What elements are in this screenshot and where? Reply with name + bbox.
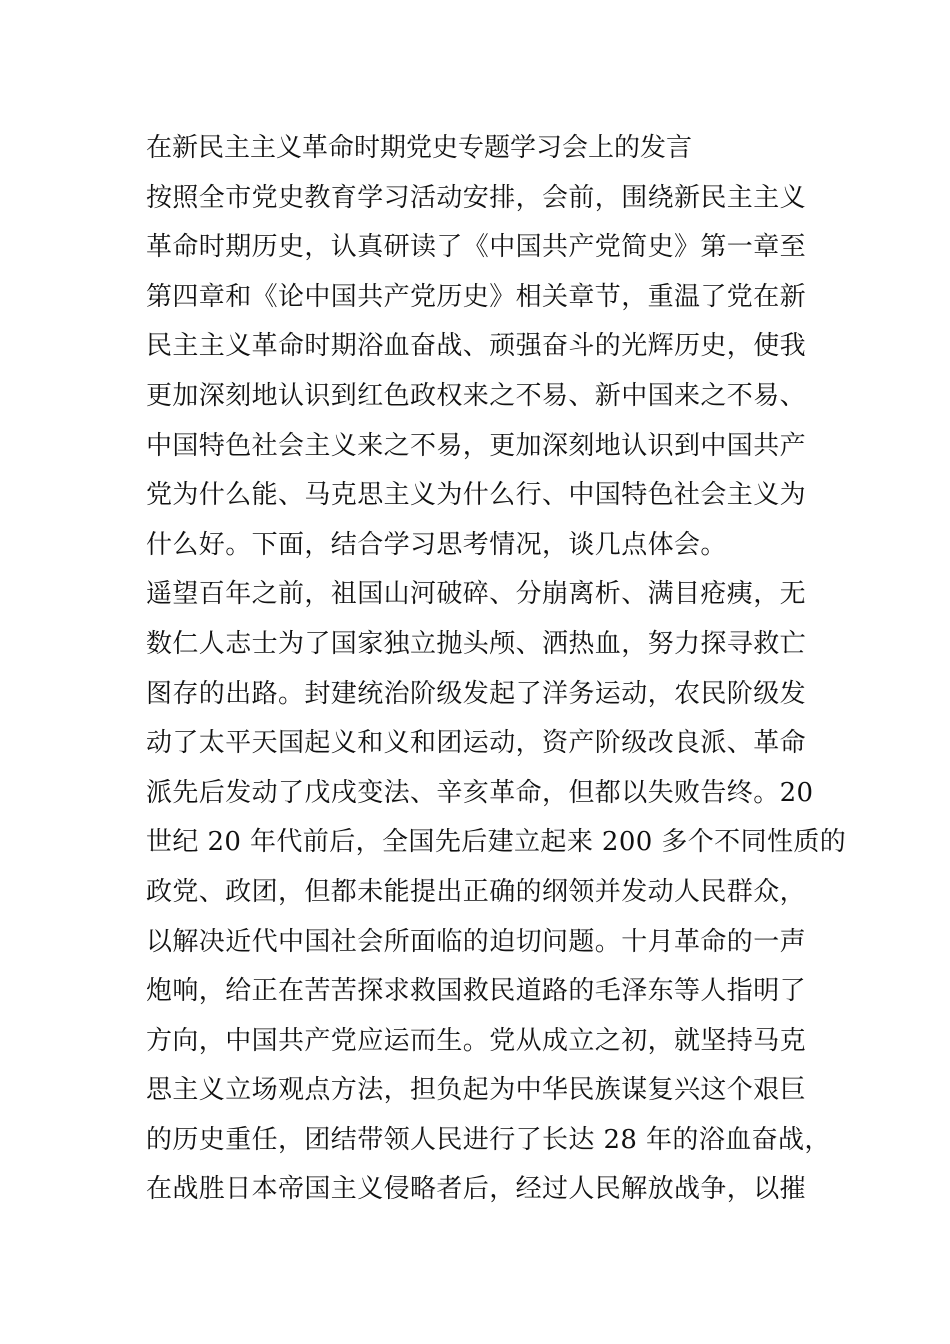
paragraph-1-line: 按照全市党史教育学习活动安排，会前，围绕新民主主义: [146, 182, 807, 213]
paragraph-2-line: 政党、政团，但都未能提出正确的纲领并发动人民群众，: [146, 876, 807, 907]
paragraph-2-line: 遥望百年之前，祖国山河破碎、分崩离析、满目疮痍，无: [146, 579, 807, 610]
paragraph-2-line: 炮响，给正在苦苦探求救国救民道路的毛泽东等人指明了: [146, 976, 807, 1007]
paragraph-2-line: 以解决近代中国社会所面临的迫切问题。十月革命的一声: [146, 926, 807, 957]
paragraph-1-line: 第四章和《论中国共产党历史》相关章节，重温了党在新: [146, 281, 807, 312]
paragraph-2-line: 思主义立场观点方法，担负起为中华民族谋复兴这个艰巨: [146, 1075, 807, 1106]
paragraph-2-line: 方向，中国共产党应运而生。党从成立之初，就坚持马克: [146, 1025, 807, 1056]
paragraph-1-line: 中国特色社会主义来之不易，更加深刻地认识到中国共产: [146, 430, 807, 461]
document-title: 在新民主主义革命时期党史专题学习会上的发言: [146, 133, 693, 163]
paragraph-1-line: 更加深刻地认识到红色政权来之不易、新中国来之不易、: [146, 380, 807, 411]
document-body: [146, 124, 847, 1215]
paragraph-1: [146, 174, 810, 571]
paragraph-1-line: 什么好。下面，结合学习思考情况，谈几点体会。: [146, 529, 727, 560]
paragraph-2-line: 动了太平天国起义和义和团运动，资产阶级改良派、革命: [146, 728, 807, 759]
paragraph-1-line: 革命时期历史，认真研读了《中国共产党简史》第一章至: [146, 232, 807, 263]
paragraph-2-line: 在战胜日本帝国主义侵略者后，经过人民解放战争，以摧: [146, 1174, 807, 1205]
paragraph-2-line: 派先后发动了戊戌变法、辛亥革命，但都以失败告终。20: [146, 777, 814, 808]
paragraph-1-line: 党为什么能、马克思主义为什么行、中国特色社会主义为: [146, 480, 807, 511]
paragraph-1-line: 民主主义革命时期浴血奋战、顽强奋斗的光辉历史，使我: [146, 331, 807, 362]
paragraph-2: [146, 570, 847, 1215]
paragraph-2-line: 图存的出路。封建统治阶级发起了洋务运动，农民阶级发: [146, 678, 807, 709]
paragraph-2-line: 的历史重任，团结带领人民进行了长达 28 年的浴血奋战，: [146, 1124, 831, 1155]
paragraph-2-line: 世纪 20 年代前后，全国先后建立起来 200 多个不同性质的: [146, 827, 847, 858]
paragraph-2-line: 数仁人志士为了国家独立抛头颅、洒热血，努力探寻救亡: [146, 628, 807, 659]
